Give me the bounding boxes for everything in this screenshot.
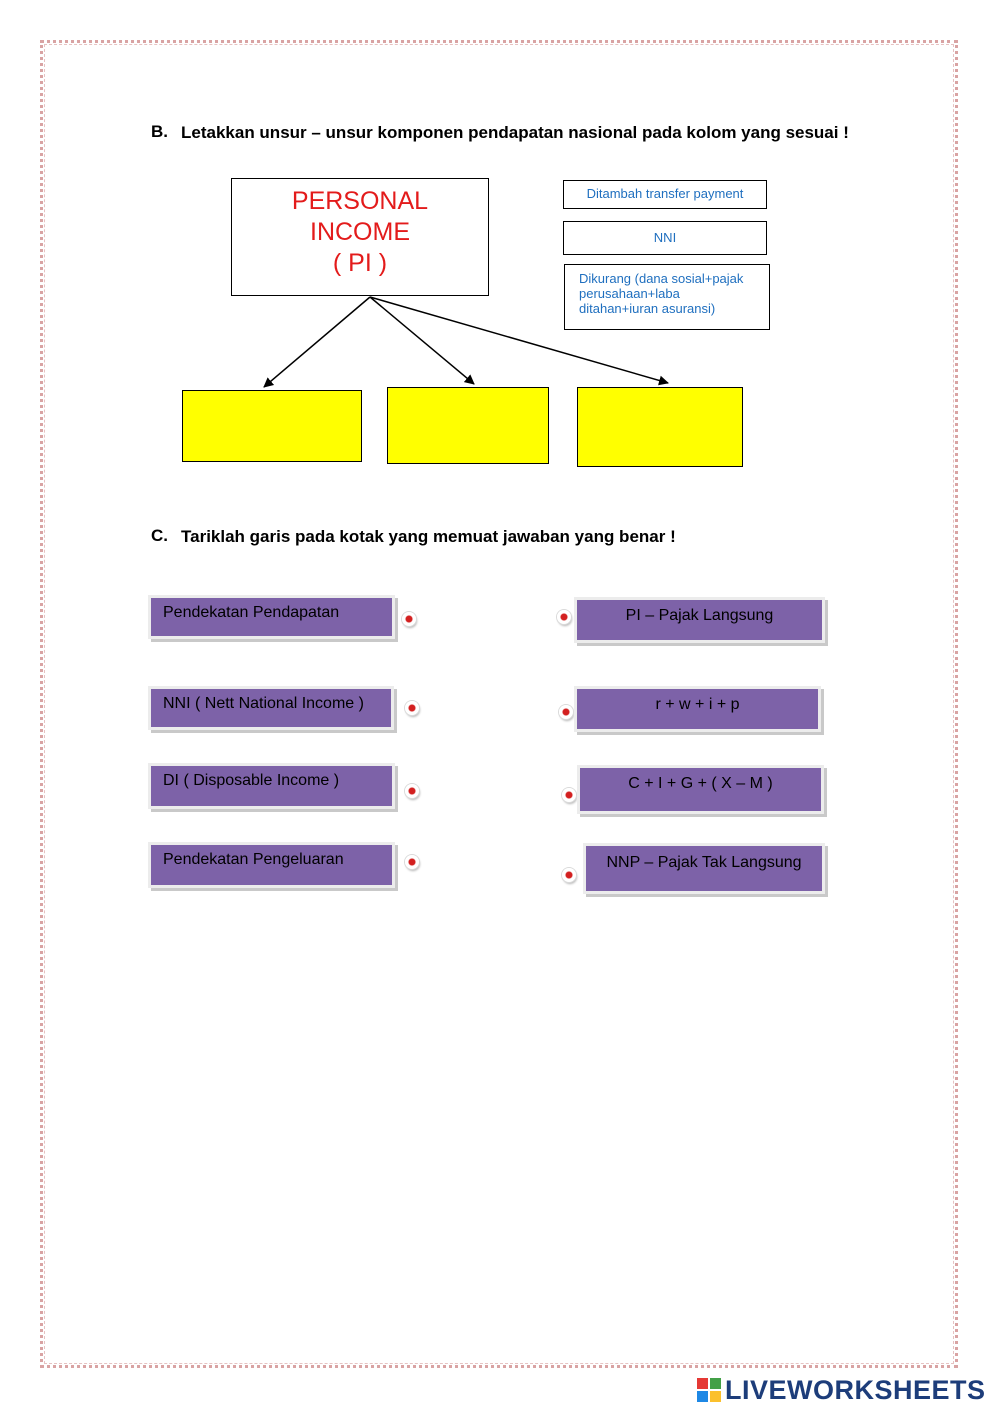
- pi-title-line2: INCOME: [310, 218, 410, 246]
- match-left-4: Pendekatan Pengeluaran: [151, 845, 392, 885]
- match-right-4: NNP – Pajak Tak Langsung: [586, 846, 822, 891]
- section-c-instruction: Tariklah garis pada kotak yang memuat jawaban yang benar !: [181, 527, 676, 546]
- pi-title-line1: PERSONAL: [291, 187, 429, 215]
- pi-title-line3: ( PI ): [332, 249, 388, 277]
- section-c-letter: C.: [151, 526, 168, 545]
- arrow-to-box-2: [370, 297, 474, 384]
- liveworksheets-logo-icon: [697, 1378, 721, 1402]
- match-right-1: PI – Pajak Langsung: [577, 600, 822, 640]
- drop-box-2[interactable]: [387, 387, 549, 464]
- option-transfer-payment[interactable]: Ditambah transfer payment: [563, 180, 767, 209]
- liveworksheets-logo-text: LIVEWORKSHEETS: [725, 1374, 986, 1405]
- match-dot-right-4[interactable]: [562, 868, 576, 882]
- match-dot-right-2[interactable]: [559, 705, 573, 719]
- match-dot-right-3[interactable]: [562, 788, 576, 802]
- match-right-3: C + I + G + ( X – M ): [580, 768, 821, 811]
- liveworksheets-logo: [697, 1376, 986, 1404]
- option-nni[interactable]: NNI: [563, 221, 767, 255]
- option-dikurang[interactable]: Dikurang (dana sosial+pajak perusahaan+laba ditahan+iuran asuransi): [564, 264, 770, 330]
- section-b-letter: B.: [151, 122, 168, 141]
- drop-box-3[interactable]: [577, 387, 743, 467]
- match-left-2: NNI ( Nett National Income ): [151, 689, 391, 727]
- match-right-2: r + w + i + p: [577, 689, 818, 729]
- match-left-3: DI ( Disposable Income ): [151, 766, 392, 806]
- drop-box-1[interactable]: [182, 390, 362, 462]
- match-dot-left-1[interactable]: [402, 612, 416, 626]
- match-dot-right-1[interactable]: [557, 610, 571, 624]
- section-b-instruction: Letakkan unsur – unsur komponen pendapatan nasional pada kolom yang sesuai !: [181, 123, 849, 142]
- match-dot-left-3[interactable]: [405, 784, 419, 798]
- match-left-1: Pendekatan Pendapatan: [151, 598, 392, 636]
- arrow-to-box-3: [370, 297, 668, 383]
- arrow-to-box-1: [264, 297, 370, 387]
- match-dot-left-2[interactable]: [405, 701, 419, 715]
- match-dot-left-4[interactable]: [405, 855, 419, 869]
